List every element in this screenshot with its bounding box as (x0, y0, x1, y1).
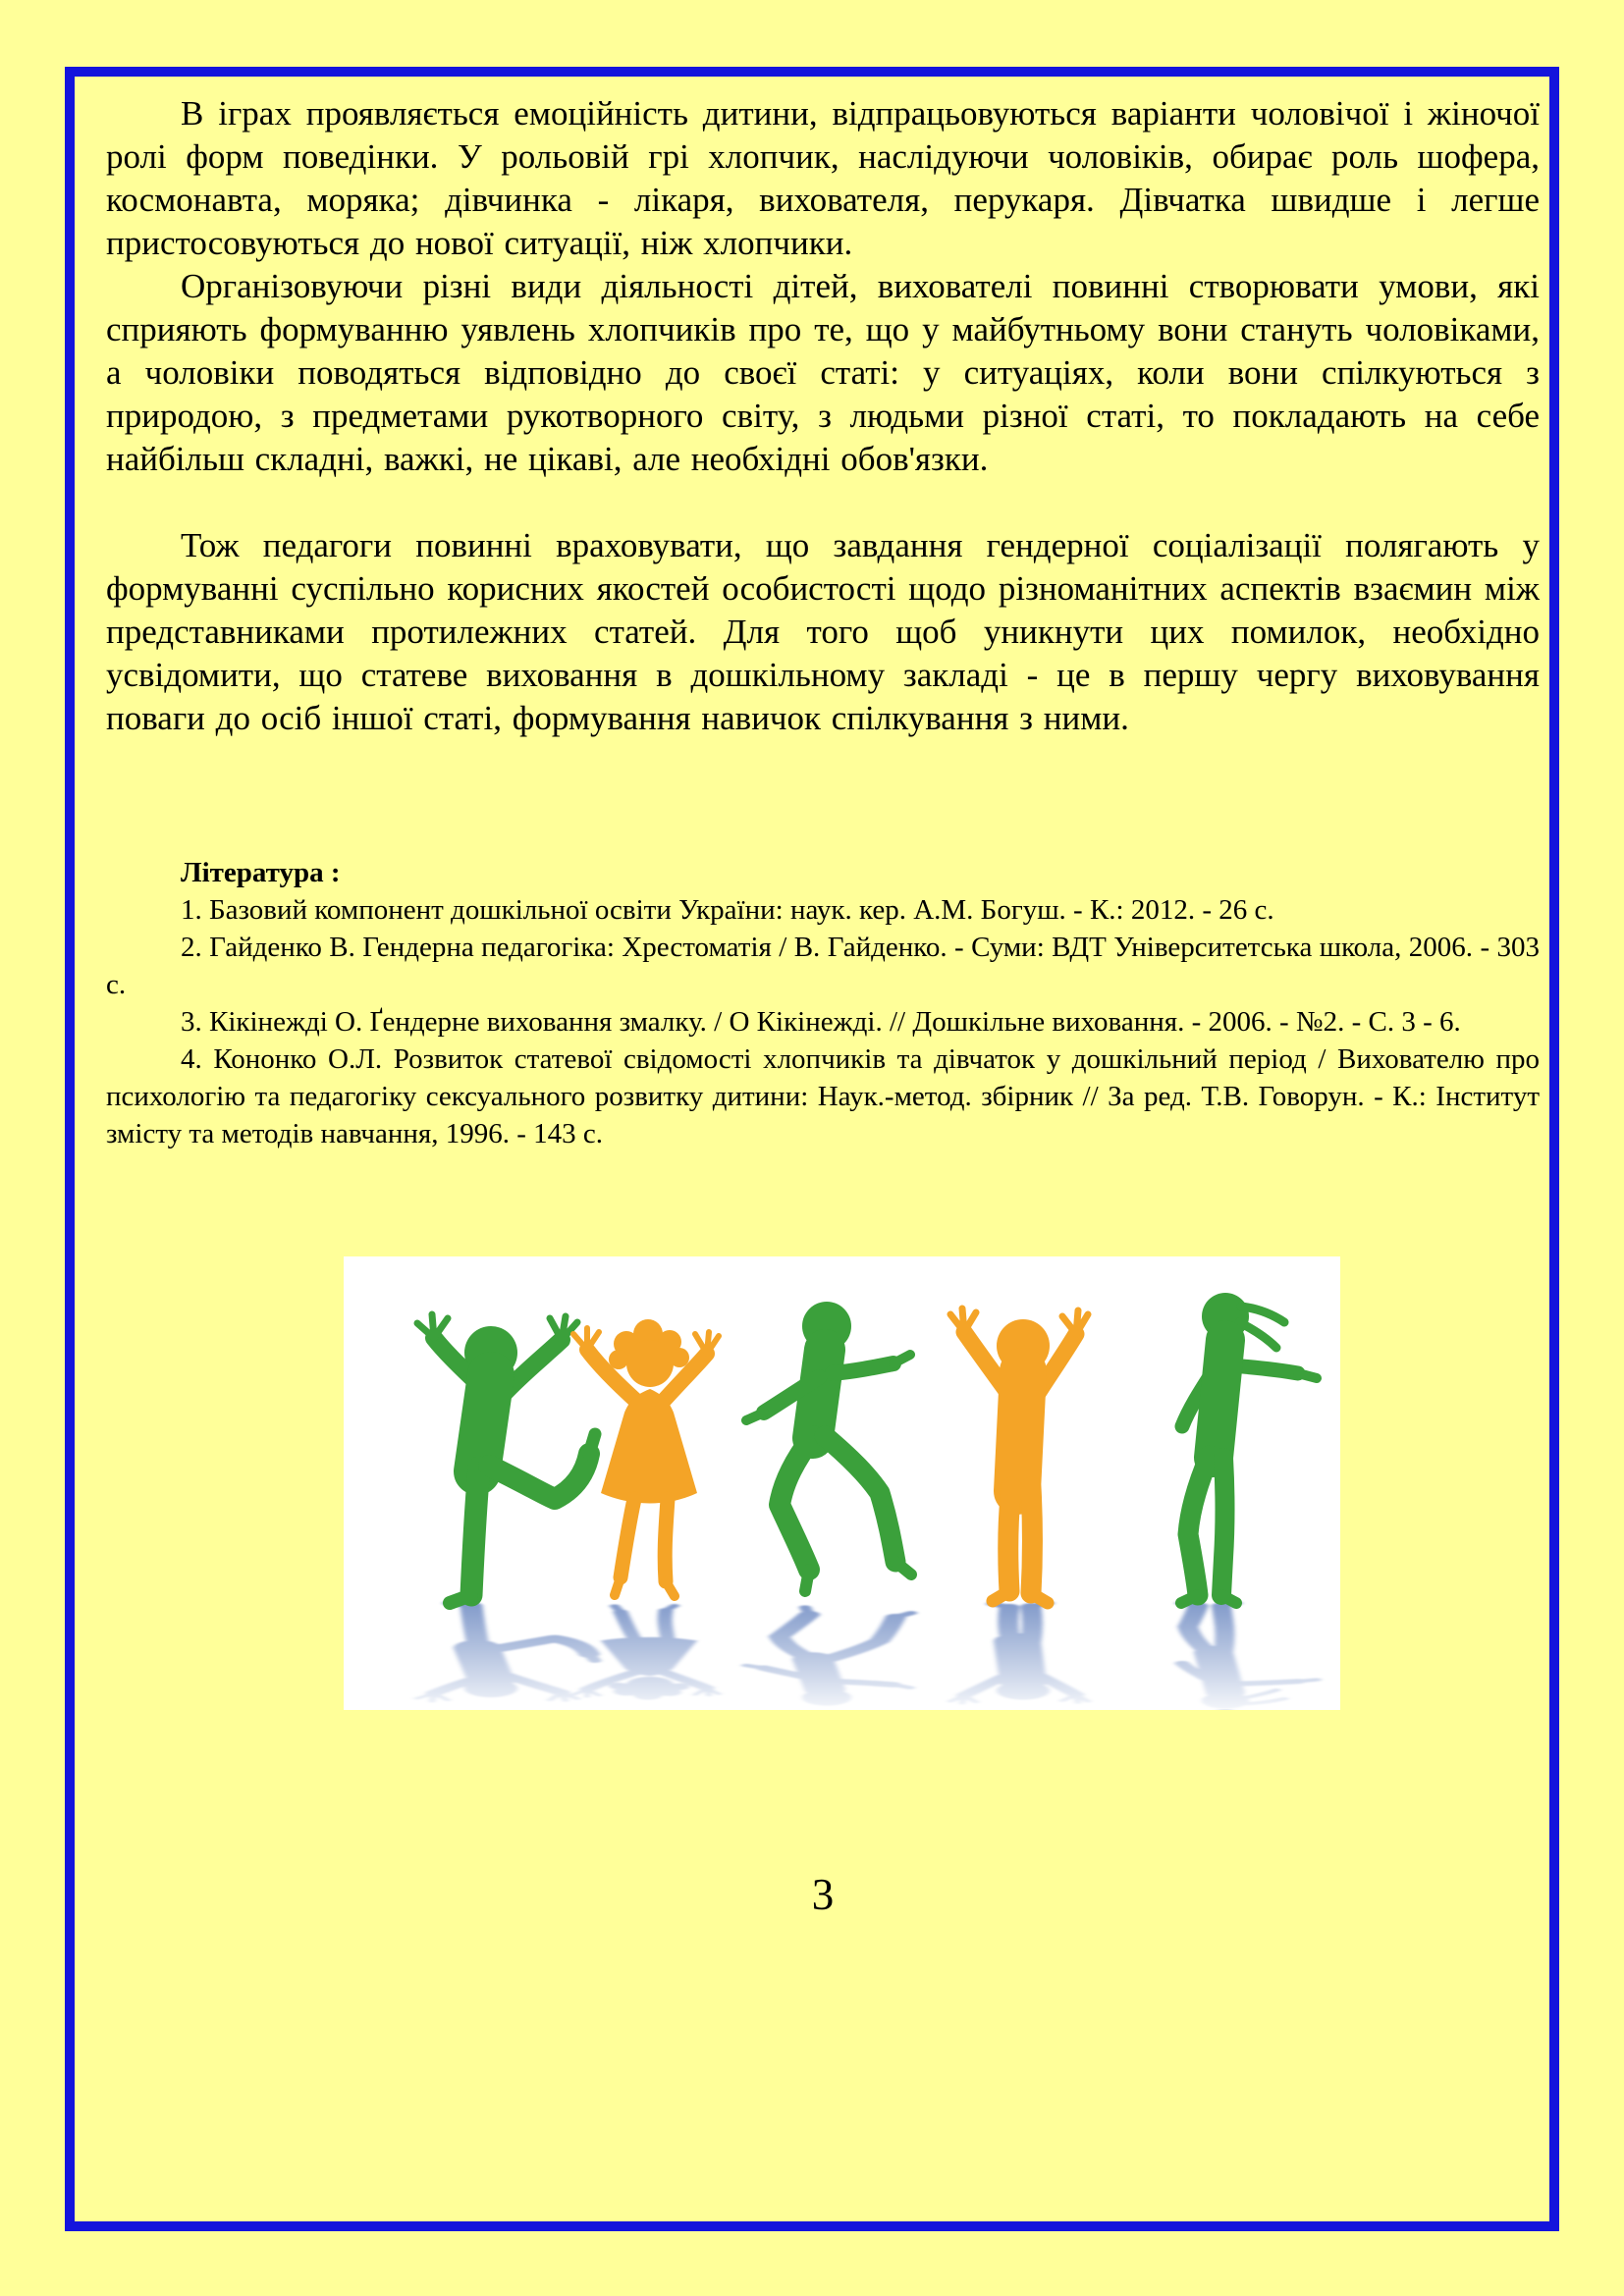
literature-item-1: 1. Базовий компонент дошкільної освіти України: наук. кер. А.М. Богуш. - К.: 2012. - 26 с. (181, 894, 1274, 926)
literature-item-4: 4. Кононко О.Л. Розвиток статевої свідомості хлопчиків та дівчаток у дошкільний період / Вихователю про психологію та педагогіку сексуального розвитку дитини: Наук.-метод. збірник // За ред. Т.В. Говорун. - К.: Інститут змісту та методів навчання, 1996. - 143 с. (106, 1043, 1540, 1149)
jumping-children-svg (344, 1256, 1340, 1710)
paragraph-gender-socialization: Тож педагоги повинні враховувати, що завдання гендерної соціалізації полягають у формуванні суспільно корисних якостей особистості щодо різноманітних аспектів взаємин між представниками протилежних статей. Для того щоб уникнути цих помилок, необхідно усвідомити, що статеве виховання в дошкільному закладі - це в першу чергу виховування поваги до осіб іншої статі, формування навичок спілкування з ними. (106, 526, 1540, 737)
jumping-children-illustration (344, 1256, 1340, 1710)
literature-item-3: 3. Кікінежді О. Ґендерне виховання змалку. / О Кікінежді. // Дошкільне виховання. - 2006. - №2. - С. 3 - 6. (181, 1006, 1461, 1038)
page-number: 3 (811, 1870, 835, 1919)
page-border-frame (65, 67, 1559, 2231)
literature-item-2: 2. Гайденко В. Гендерна педагогіка: Хрестоматія / В. Гайденко. - Суми: ВДТ Університетська школа, 2006. - 303 с. (106, 932, 1540, 1000)
paragraph-organizing-activities: Організовуючи різні види діяльності дітей, вихователі повинні створювати умови, які сприяють формуванню уявлень хлопчиків про те, що у майбутньому вони стануть чоловіками, а чоловіки поводяться відповідно до своєї статі: у ситуаціях, коли вони спілкуються з природою, з предметами рукотворного світу, з людьми різної статі, то покладають на себе найбільш складні, важкі, не цікаві, але необхідні обов'язки. (106, 267, 1540, 478)
literature-heading: Література : (181, 857, 341, 888)
reflection-fade (344, 1599, 1340, 1709)
paragraph-play-emotions: В іграх проявляється емоційність дитини, відпрацьовуються варіанти чоловічої і жіночої ролі форм поведінки. У рольовій грі хлопчик, наслідуючи чоловіків, обирає роль шофера, космонавта, моряка; дівчинка - лікаря, вихователя, перукаря. Дівчатка швидше і легше пристосовуються до нової ситуації, ніж хлопчики. (106, 94, 1540, 262)
